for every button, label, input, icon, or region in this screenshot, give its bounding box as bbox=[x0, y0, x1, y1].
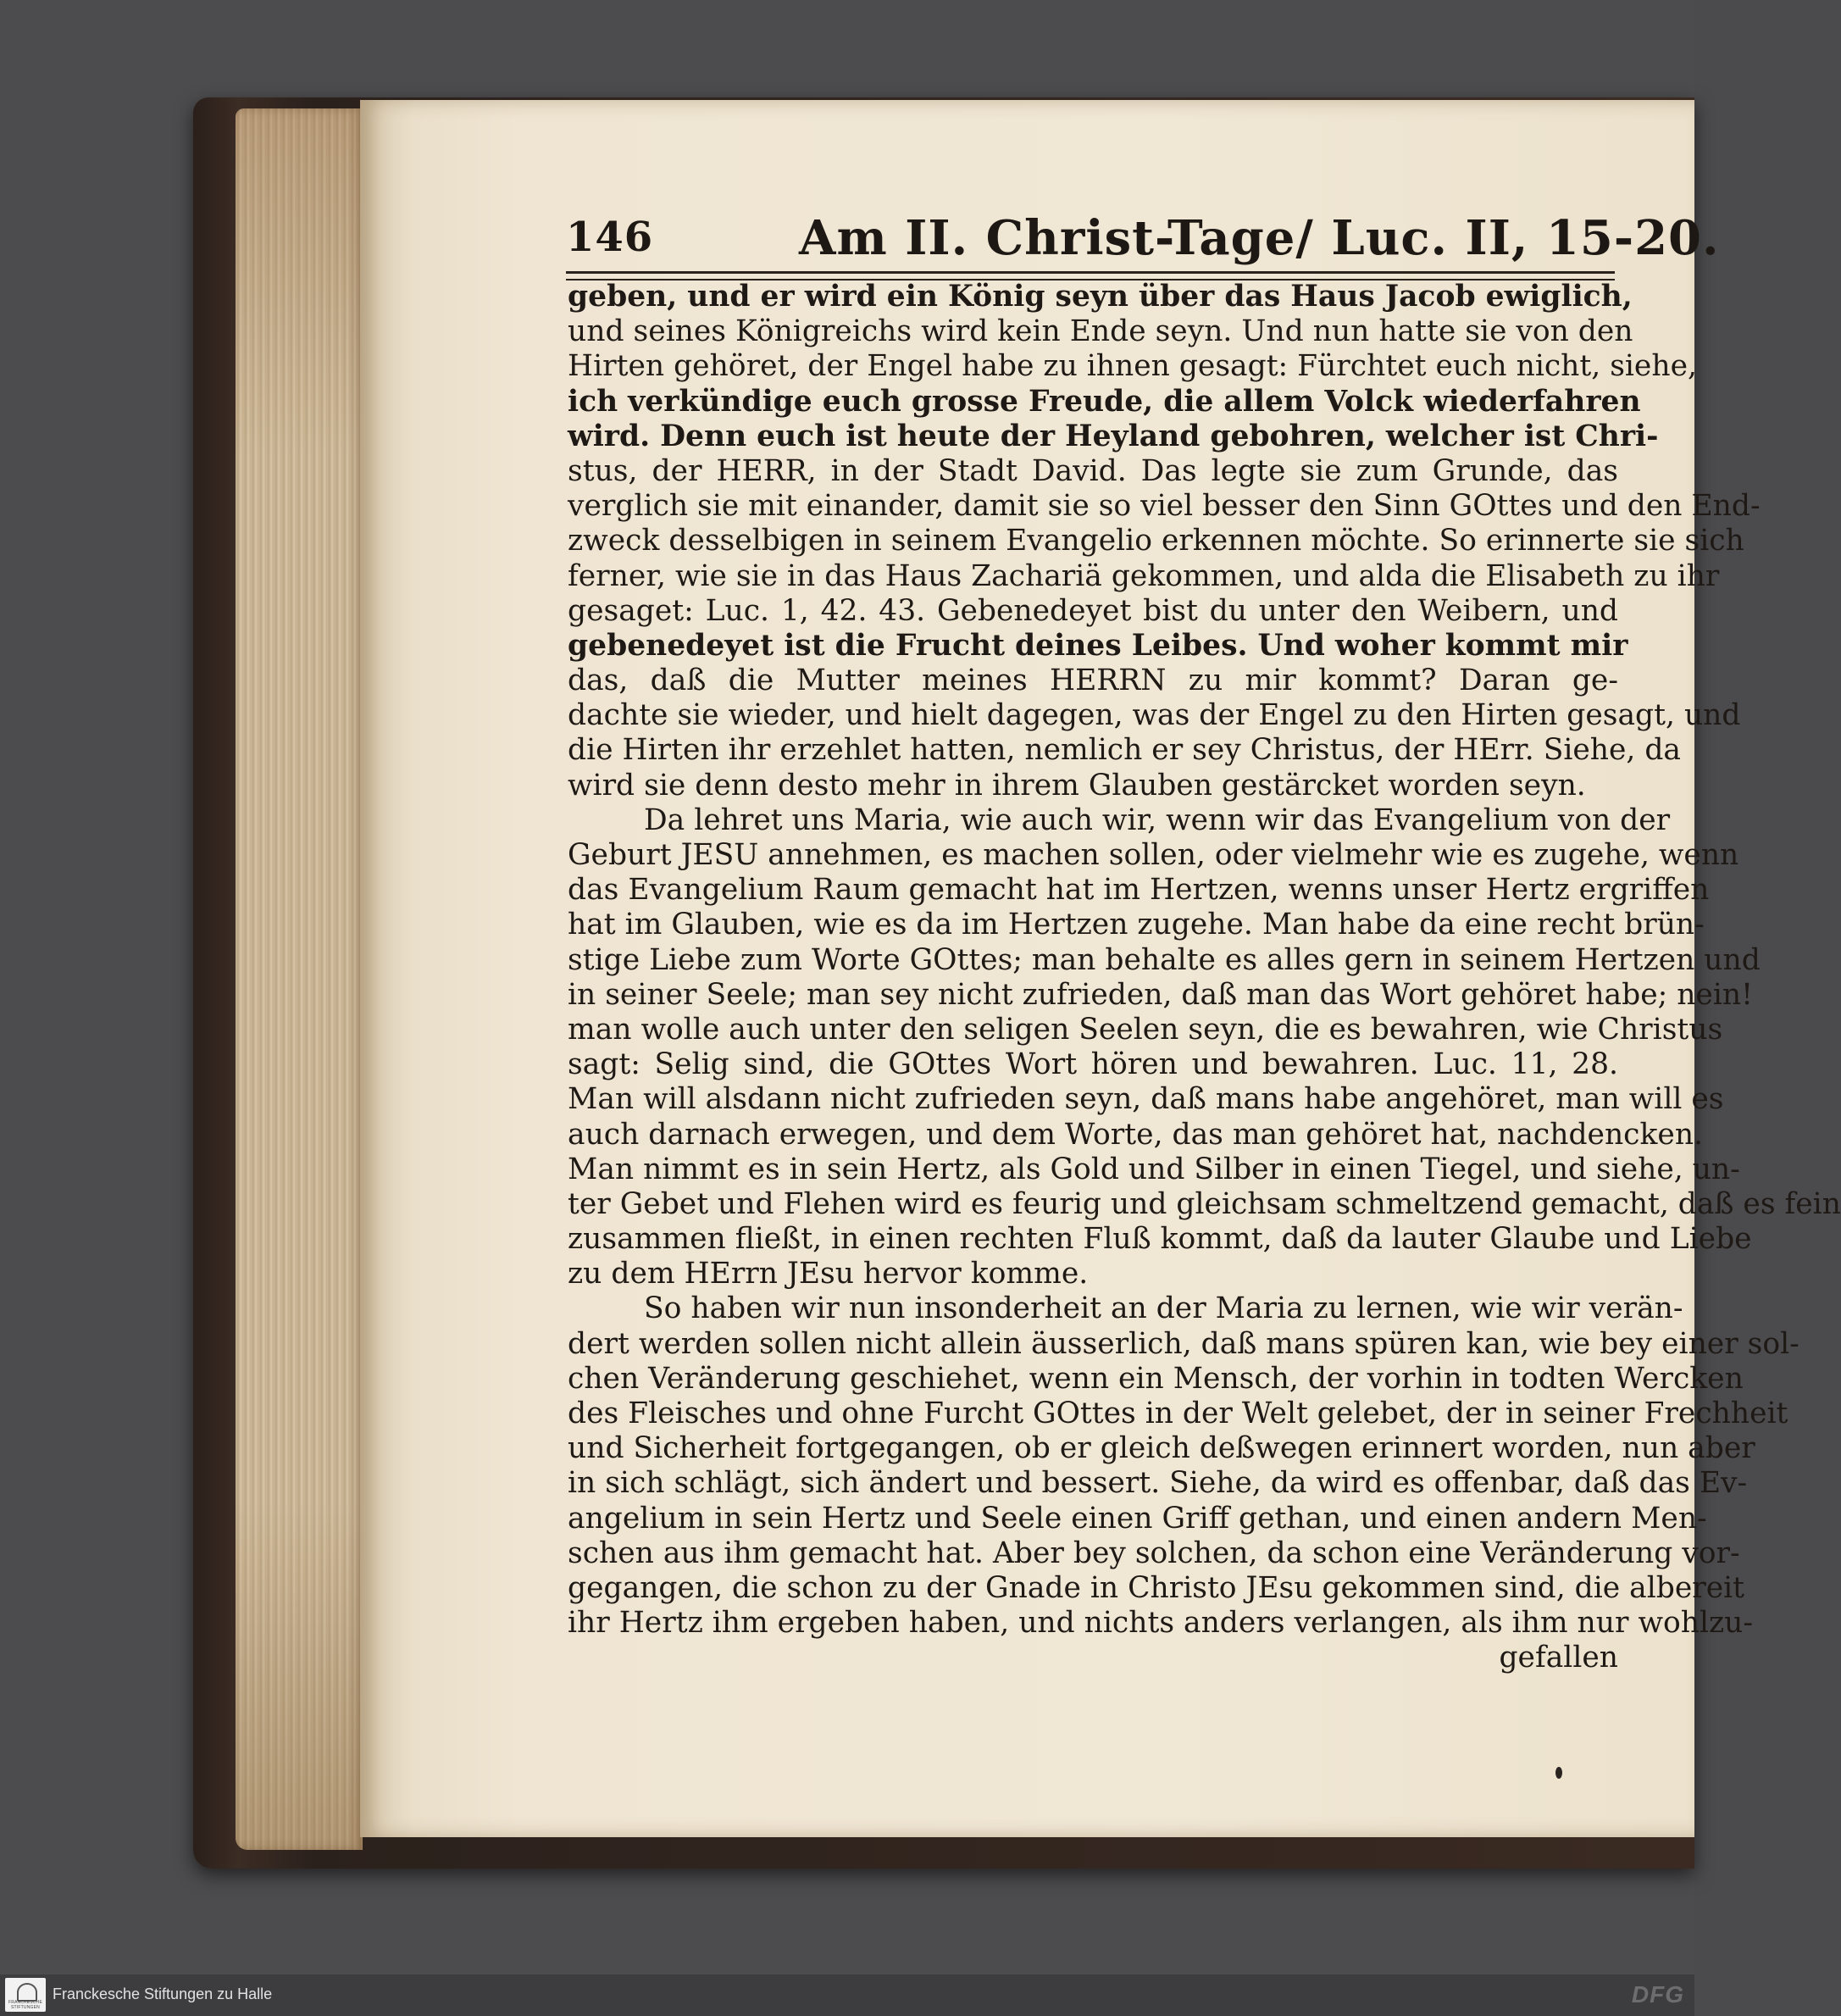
text-line: stus, der HERR, in der Stadt David. Das legte sie zum Grunde, das bbox=[568, 453, 1618, 488]
ink-speck bbox=[1555, 1767, 1562, 1779]
text-line: gegangen, die schon zu der Gnade in Christo JEsu gekommen sind, die albereit bbox=[568, 1570, 1745, 1605]
text-line: in sich schlägt, sich ändert und bessert. Siehe, da wird es offenbar, daß das Ev- bbox=[568, 1466, 1748, 1501]
text-line: verglich sie mit einander, damit sie so viel besser den Sinn GOttes und den End- bbox=[568, 489, 1761, 524]
text-line: zweck desselbigen in seinem Evangelio erkennen möchte. So erinnerte sie sich bbox=[568, 524, 1744, 558]
viewer-footer bbox=[0, 1974, 1694, 2016]
text-line: wird sie denn desto mehr in ihrem Glauben gestärcket worden seyn. bbox=[568, 768, 1586, 803]
text-line: schen aus ihm gemacht hat. Aber bey solchen, da schon eine Veränderung vor- bbox=[568, 1536, 1740, 1570]
text-line: zusammen fließt, in einen rechten Fluß kommt, daß da lauter Glaube und Liebe bbox=[568, 1222, 1752, 1257]
text-line: gesaget: Luc. 1, 42. 43. Gebenedeyet bist du unter den Weibern, und bbox=[568, 593, 1618, 628]
page-edges bbox=[236, 108, 363, 1850]
text-line: Man will alsdann nicht zufrieden seyn, daß mans habe angehöret, man will es bbox=[568, 1082, 1724, 1117]
dfg-logo: DFG bbox=[1631, 1981, 1684, 2008]
text-line: das Evangelium Raum gemacht hat im Hertzen, wenns unser Hertz ergriffen bbox=[568, 873, 1710, 908]
page-number: 146 bbox=[566, 214, 654, 261]
text-line: auch darnach erwegen, und dem Worte, das man gehöret hat, nachdencken. bbox=[568, 1117, 1704, 1152]
institution-name: Franckesche Stiftungen zu Halle bbox=[53, 1985, 273, 2002]
text-line: gefallen bbox=[1499, 1641, 1618, 1675]
text-line: das, daß die Mutter meines HERRN zu mir kommt? Daran ge- bbox=[568, 664, 1618, 698]
text-line: sagt: Selig sind, die GOttes Wort hören und bewahren. Luc. 11, 28. bbox=[568, 1047, 1618, 1082]
text-line: ihr Hertz ihm ergeben haben, und nichts anders verlangen, als ihm nur wohlzu- bbox=[568, 1606, 1754, 1641]
text-line: dachte sie wieder, und hielt dagegen, was der Engel zu den Hirten gesagt, und bbox=[568, 698, 1741, 733]
text-line: ich verkündige euch grosse Freude, die allem Volck wiederfahren bbox=[568, 384, 1641, 419]
text-line: Da lehret uns Maria, wie auch wir, wenn wir das Evangelium von der bbox=[644, 803, 1671, 837]
running-head: Am II. Christ-Tage/ Luc. II, 15-20. bbox=[799, 210, 1720, 266]
text-line: ter Gebet und Flehen wird es feurig und gleichsam schmeltzend gemacht, daß es fein bbox=[568, 1186, 1841, 1221]
text-line: stige Liebe zum Worte GOttes; man behalte es alles gern in seinem Hertzen und bbox=[568, 942, 1761, 977]
text-line: zu dem HErrn JEsu hervor komme. bbox=[568, 1257, 1089, 1291]
text-line: wird. Denn euch ist heute der Heyland gebohren, welcher ist Chri- bbox=[568, 419, 1659, 453]
text-line: So haben wir nun insonderheit an der Maria zu lernen, wie wir verän- bbox=[644, 1291, 1683, 1326]
text-line: ferner, wie sie in das Haus Zachariä gekommen, und alda die Elisabeth zu ihr bbox=[568, 558, 1720, 593]
text-line: dert werden sollen nicht allein äusserlich, daß mans spüren kan, wie bey einer sol- bbox=[568, 1326, 1799, 1361]
text-line: man wolle auch unter den seligen Seelen seyn, die es bewahren, wie Christus bbox=[568, 1012, 1723, 1047]
text-line: und Sicherheit fortgegangen, ob er gleich deßwegen erinnert worden, nun aber bbox=[568, 1431, 1755, 1466]
logo-label: FRANCKESCHE STIFTUNGEN bbox=[8, 2000, 42, 2010]
body-text bbox=[568, 280, 1841, 1676]
text-line: des Fleisches und ohne Furcht GOttes in der Welt gelebet, der in seiner Frechheit bbox=[568, 1397, 1788, 1430]
text-line: angelium in sein Hertz und Seele einen Griff gethan, und einen andern Men- bbox=[568, 1501, 1707, 1536]
text-line: Man nimmt es in sein Hertz, als Gold und Silber in einen Tiegel, und siehe, un- bbox=[568, 1152, 1740, 1186]
page-header bbox=[566, 210, 1720, 269]
text-line: Hirten gehöret, der Engel habe zu ihnen gesagt: Fürchtet euch nicht, siehe, bbox=[568, 349, 1697, 384]
text-line: geben, und er wird ein König seyn über das Haus Jacob ewiglich, bbox=[568, 280, 1633, 314]
text-line: chen Veränderung geschiehet, wenn ein Mensch, der vorhin in todten Wercken bbox=[568, 1361, 1744, 1396]
text-line: gebenedeyet ist die Frucht deines Leibes. Und woher kommt mir bbox=[568, 628, 1628, 663]
text-line: und seines Königreichs wird kein Ende seyn. Und nun hatte sie von den bbox=[568, 314, 1633, 349]
text-line: in seiner Seele; man sey nicht zufrieden, daß man das Wort gehöret habe; nein! bbox=[568, 977, 1753, 1012]
institution-logo bbox=[5, 1978, 46, 2012]
text-line: Geburt JESU annehmen, es machen sollen, oder vielmehr wie es zugehe, wenn bbox=[568, 838, 1739, 872]
text-line: die Hirten ihr erzehlet hatten, nemlich er sey Christus, der HErr. Siehe, da bbox=[568, 733, 1681, 768]
text-line: hat im Glauben, wie es da im Hertzen zugehe. Man habe da eine recht brün- bbox=[568, 908, 1705, 942]
